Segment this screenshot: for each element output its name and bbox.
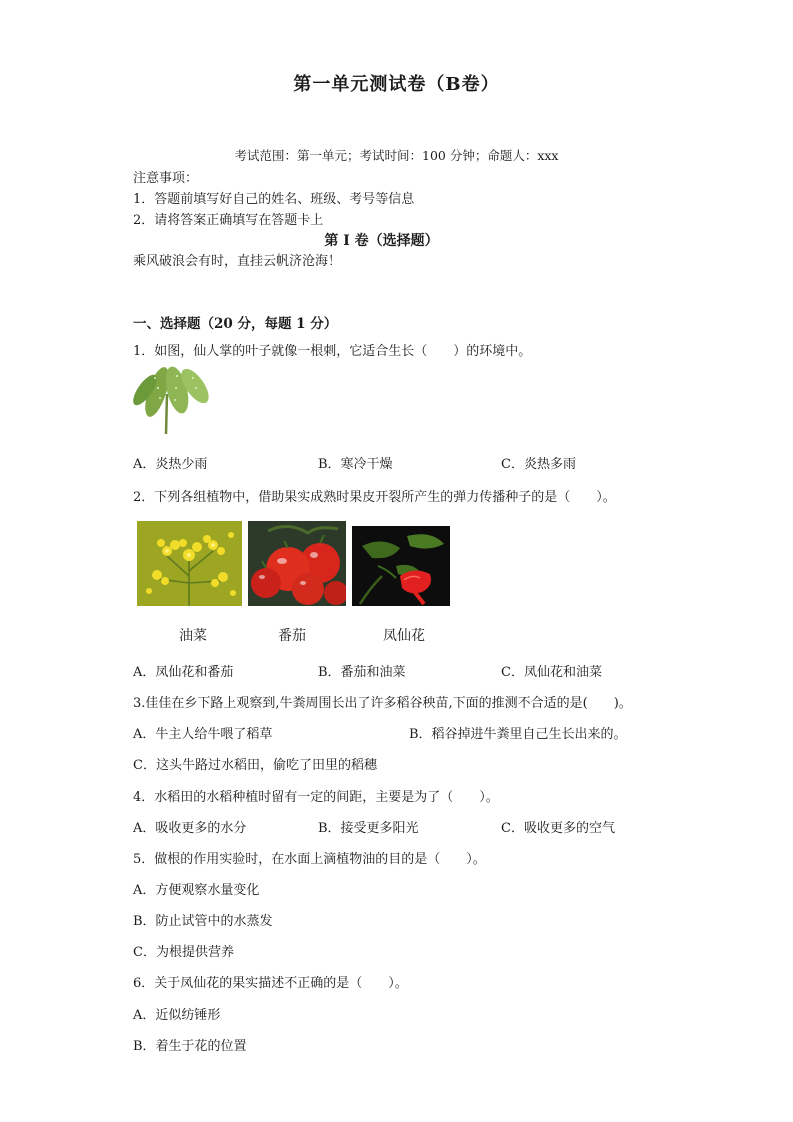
question-stem: 5．做根的作用实验时，在水面上滴植物油的目的是（ ）。 <box>133 852 486 867</box>
notice-item: 1．答题前填写好自己的姓名、班级、考号等信息 <box>133 192 415 207</box>
option-c[interactable]: C．为根提供营养 <box>133 945 234 960</box>
option-c[interactable]: C．这头牛路过水稻田，偷吃了田里的稻穗 <box>133 758 377 773</box>
question-stem: 1．如图，仙人掌的叶子就像一根刺，它适合生长（ ）的环境中。 <box>133 344 532 359</box>
notice-heading: 注意事项： <box>133 171 199 186</box>
tomato-photo <box>248 521 346 606</box>
photo-label-rapeseed: 油菜 <box>179 628 207 644</box>
cactus-image <box>133 364 213 436</box>
volume-title: 第 I 卷（选择题） <box>324 233 439 249</box>
option-a[interactable]: A．牛主人给牛喂了稻草 <box>133 727 273 742</box>
option-b[interactable]: B．接受更多阳光 <box>318 821 419 836</box>
rapeseed-photo <box>137 521 242 606</box>
option-c[interactable]: C．炎热多雨 <box>501 457 576 472</box>
option-b[interactable]: B．稻谷掉进牛粪里自己生长出来的。 <box>409 727 627 742</box>
question-stem: 3.佳佳在乡下路上观察到,牛粪周围长出了许多稻谷秧苗,下面的推测不合适的是( )。 <box>133 696 632 711</box>
option-a[interactable]: A．方便观察水量变化 <box>133 883 260 898</box>
option-c[interactable]: C．凤仙花和油菜 <box>501 665 602 680</box>
question-stem: 6．关于凤仙花的果实描述不正确的是（ ）。 <box>133 976 408 991</box>
option-b[interactable]: B．防止试管中的水蒸发 <box>133 914 273 929</box>
option-a[interactable]: A．炎热少雨 <box>133 457 208 472</box>
option-b[interactable]: B．寒冷干燥 <box>318 457 393 472</box>
notice-item: 2．请将答案正确填写在答题卡上 <box>133 213 324 228</box>
option-a[interactable]: A．凤仙花和番茄 <box>133 665 234 680</box>
photo-label-tomato: 番茄 <box>278 628 306 644</box>
option-a[interactable]: A．吸收更多的水分 <box>133 821 247 836</box>
option-b[interactable]: B．番茄和油菜 <box>318 665 406 680</box>
page-title: 第一单元测试卷（B卷） <box>293 74 500 95</box>
option-a[interactable]: A．近似纺锤形 <box>133 1008 221 1023</box>
photo-label-balsam: 凤仙花 <box>383 628 425 644</box>
motto: 乘风破浪会有时，直挂云帆济沧海！ <box>133 254 342 269</box>
question-stem: 2．下列各组植物中，借助果实成熟时果皮开裂所产生的弹力传播种子的是（ ）。 <box>133 490 616 505</box>
balsam-photo <box>352 526 450 606</box>
question-stem: 4．水稻田的水稻种植时留有一定的间距，主要是为了（ ）。 <box>133 790 499 805</box>
section-title: 一、选择题（20 分，每题 1 分） <box>133 316 338 332</box>
option-b[interactable]: B．着生于花的位置 <box>133 1039 247 1054</box>
exam-info: 考试范围：第一单元；考试时间：100 分钟；命题人：xxx <box>234 148 559 163</box>
option-c[interactable]: C．吸收更多的空气 <box>501 821 615 836</box>
